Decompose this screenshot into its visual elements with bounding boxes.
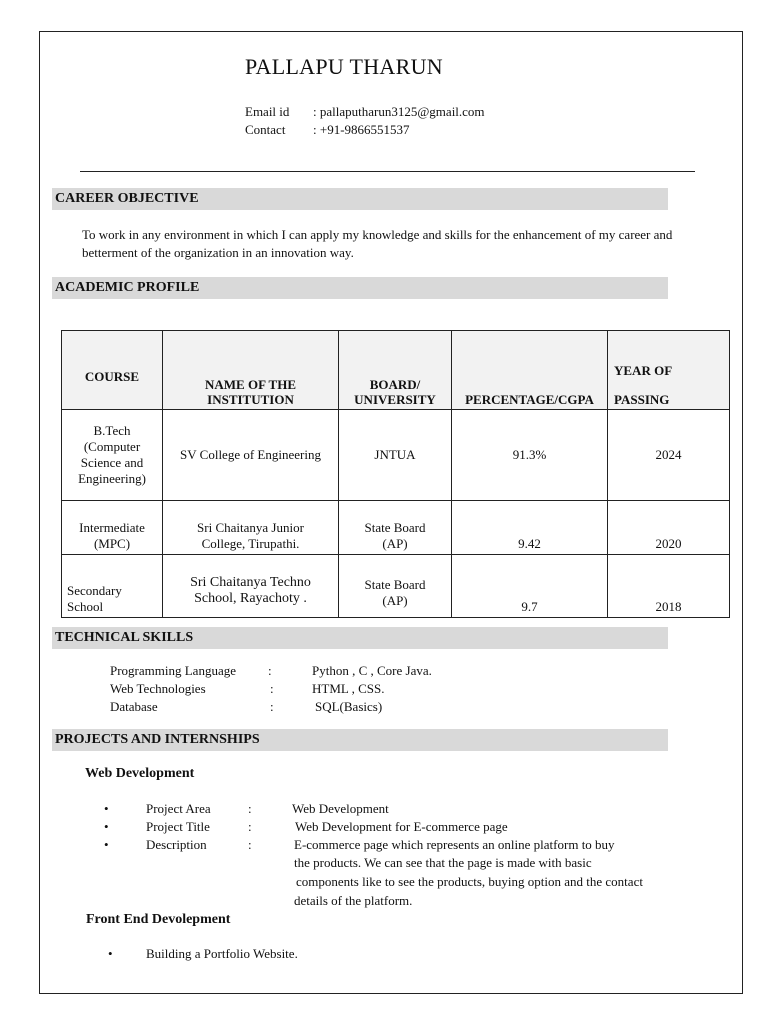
header-institution: NAME OF THE INSTITUTION [163,331,339,410]
contact-value: : +91-9866551537 [313,122,410,137]
table-row [62,501,730,555]
cell-course: B.Tech (Computer Science and Engineering) [62,410,163,501]
objective-text: To work in any environment in which I can apply my knowledge and skills for the enhancement of my career and betterment of the organization in an innovation way. [82,227,673,260]
header-board: BOARD/ UNIVERSITY [339,331,452,410]
cell-course: Intermediate (MPC) [62,501,163,555]
project-value: Web Development for E-commerce page [295,819,508,834]
description-line: the products. We can see that the page is made with basic [294,855,592,870]
header-year [608,331,730,410]
bullet-icon: • [104,801,109,816]
section-projects: PROJECTS AND INTERNSHIPS [52,729,668,751]
cell-institution: Sri Chaitanya Techno School, Rayachoty . [163,555,339,618]
email-label: Email id [245,104,290,119]
cell-board: State Board (AP) [339,501,452,555]
project-value: Web Development [292,801,389,816]
bullet-icon: • [104,837,109,852]
skill-separator: : [268,663,272,678]
project-separator: : [248,837,252,852]
project-label: Project Area [146,801,211,816]
skill-value: Python , C , Core Java. [312,663,432,678]
cell-score: 91.3% [452,410,608,501]
candidate-name: PALLAPU THARUN [245,54,443,79]
bullet-icon: • [104,819,109,834]
section-academic-profile: ACADEMIC PROFILE [52,277,668,299]
section-career-objective: CAREER OBJECTIVE [52,188,668,210]
bullet-icon: • [108,946,113,961]
skill-value: SQL(Basics) [315,699,383,714]
header-year-line1: YEAR OF [614,363,673,378]
cell-institution: SV College of Engineering [163,410,339,501]
project-label: Description [146,837,207,852]
skill-separator: : [270,699,274,714]
header-course: COURSE [62,331,163,410]
frontend-item: Building a Portfolio Website. [146,946,298,961]
section-technical-skills: TECHNICAL SKILLS [52,627,668,649]
cell-year: 2024 [608,410,730,501]
skill-separator: : [270,681,274,696]
frontend-title: Front End Devolepment [86,912,231,927]
cell-score: 9.42 [452,501,608,555]
table-row [62,410,730,501]
cell-score: 9.7 [452,555,608,618]
email-value: : pallaputharun3125@gmail.com [313,104,485,119]
description-line: components like to see the products, buying option and the contact [296,874,643,889]
academic-table [61,330,730,618]
header-score: PERCENTAGE/CGPA [452,331,608,410]
web-development-title: Web Development [85,766,195,781]
skill-label: Programming Language [110,663,236,678]
cell-year: 2020 [608,501,730,555]
project-separator: : [248,819,252,834]
project-label: Project Title [146,819,210,834]
skill-value: HTML , CSS. [312,681,385,696]
header-year-line2: PASSING [614,392,670,407]
table-header-row [62,331,730,410]
cell-course: Secondary School [62,555,163,618]
cell-board: State Board (AP) [339,555,452,618]
cell-institution: Sri Chaitanya Junior College, Tirupathi. [163,501,339,555]
project-value: E-commerce page which represents an online platform to buy [294,837,615,852]
header-divider [80,171,695,172]
table-row [62,555,730,618]
description-line: details of the platform. [294,893,413,908]
contact-label: Contact [245,122,286,137]
project-separator: : [248,801,252,816]
cell-year: 2018 [608,555,730,618]
cell-board: JNTUA [339,410,452,501]
skill-label: Web Technologies [110,681,206,696]
skill-label: Database [110,699,158,714]
